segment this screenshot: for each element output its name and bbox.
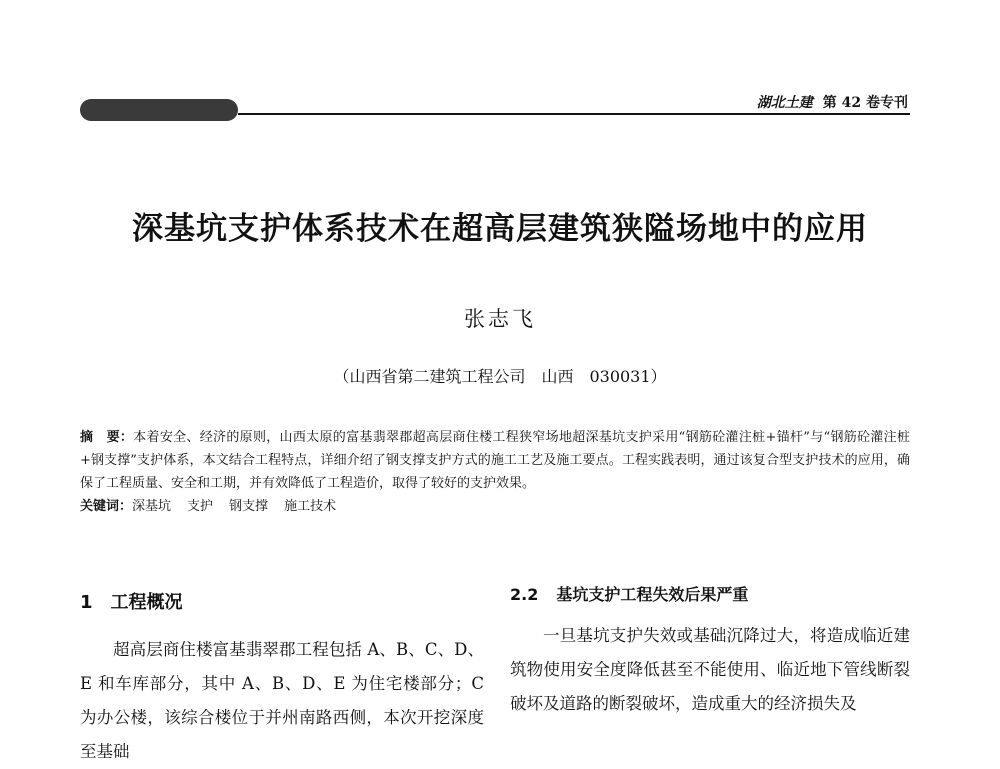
keyword-item: 钢支撑 [229,499,269,514]
section-2-2-heading [510,582,748,605]
paper-title: 深基坑支护体系技术在超高层建筑狭隘场地中的应用 [132,211,868,247]
keyword-item: 支护 [187,499,214,514]
keywords-label: 关键词： [80,499,133,514]
header-decoration-bar [80,99,238,121]
body-paragraph: 一旦基坑支护失效或基础沉降过大，将造成临近建筑物使用安全度降低甚至不能使用、临近地下管线断裂破坏及道路的断裂破坏，造成重大的经济损失及 [510,626,910,713]
author-name: 张志飞 [464,307,536,331]
section-title: 工程概况 [110,592,183,613]
section-title: 基坑支护工程失效后果严重 [556,585,749,604]
section-number: 2.2 [510,585,539,604]
abstract-text: 本着安全、经济的原则，山西太原的富基翡翠郡超高层商住楼工程狭窄场地超深基坑支护采用“钢筋砼灌注桩+锚杆”与“钢筋砼灌注桩+钢支撑”支护体系，本文结合工程特点，详细介绍了钢支撑支护方式的施工工艺及施工要点。工程实践表明，通过该复合型支护技术的应用，确保了工程质量、安全和工期，并有效降低了工程造价，取得了较好的支护效果。 [80,430,910,491]
section-number: 1 [80,592,93,613]
keywords [80,495,910,518]
journal-name: 湖北土建 [756,95,813,111]
keyword-item: 施工技术 [284,499,337,514]
body-paragraph: 超高层商住楼富基翡翠郡工程包括 A、B、C、D、E 和车库部分，其中 A、B、D、E 为住宅楼部分；C 为办公楼，该综合楼位于并州南路西侧，本次开挖深度至基础 [80,640,484,761]
abstract [80,426,910,495]
section-1-body [80,633,484,769]
section-1-heading [80,588,183,614]
abstract-label: 摘 要： [80,430,134,445]
keyword-item: 深基坑 [132,499,172,514]
journal-issue: 第 42 卷专刊 [822,95,908,111]
journal-header [757,92,908,112]
author-affiliation: （山西省第二建筑工程公司 山西 030031） [333,367,667,386]
header-rule [238,113,910,115]
